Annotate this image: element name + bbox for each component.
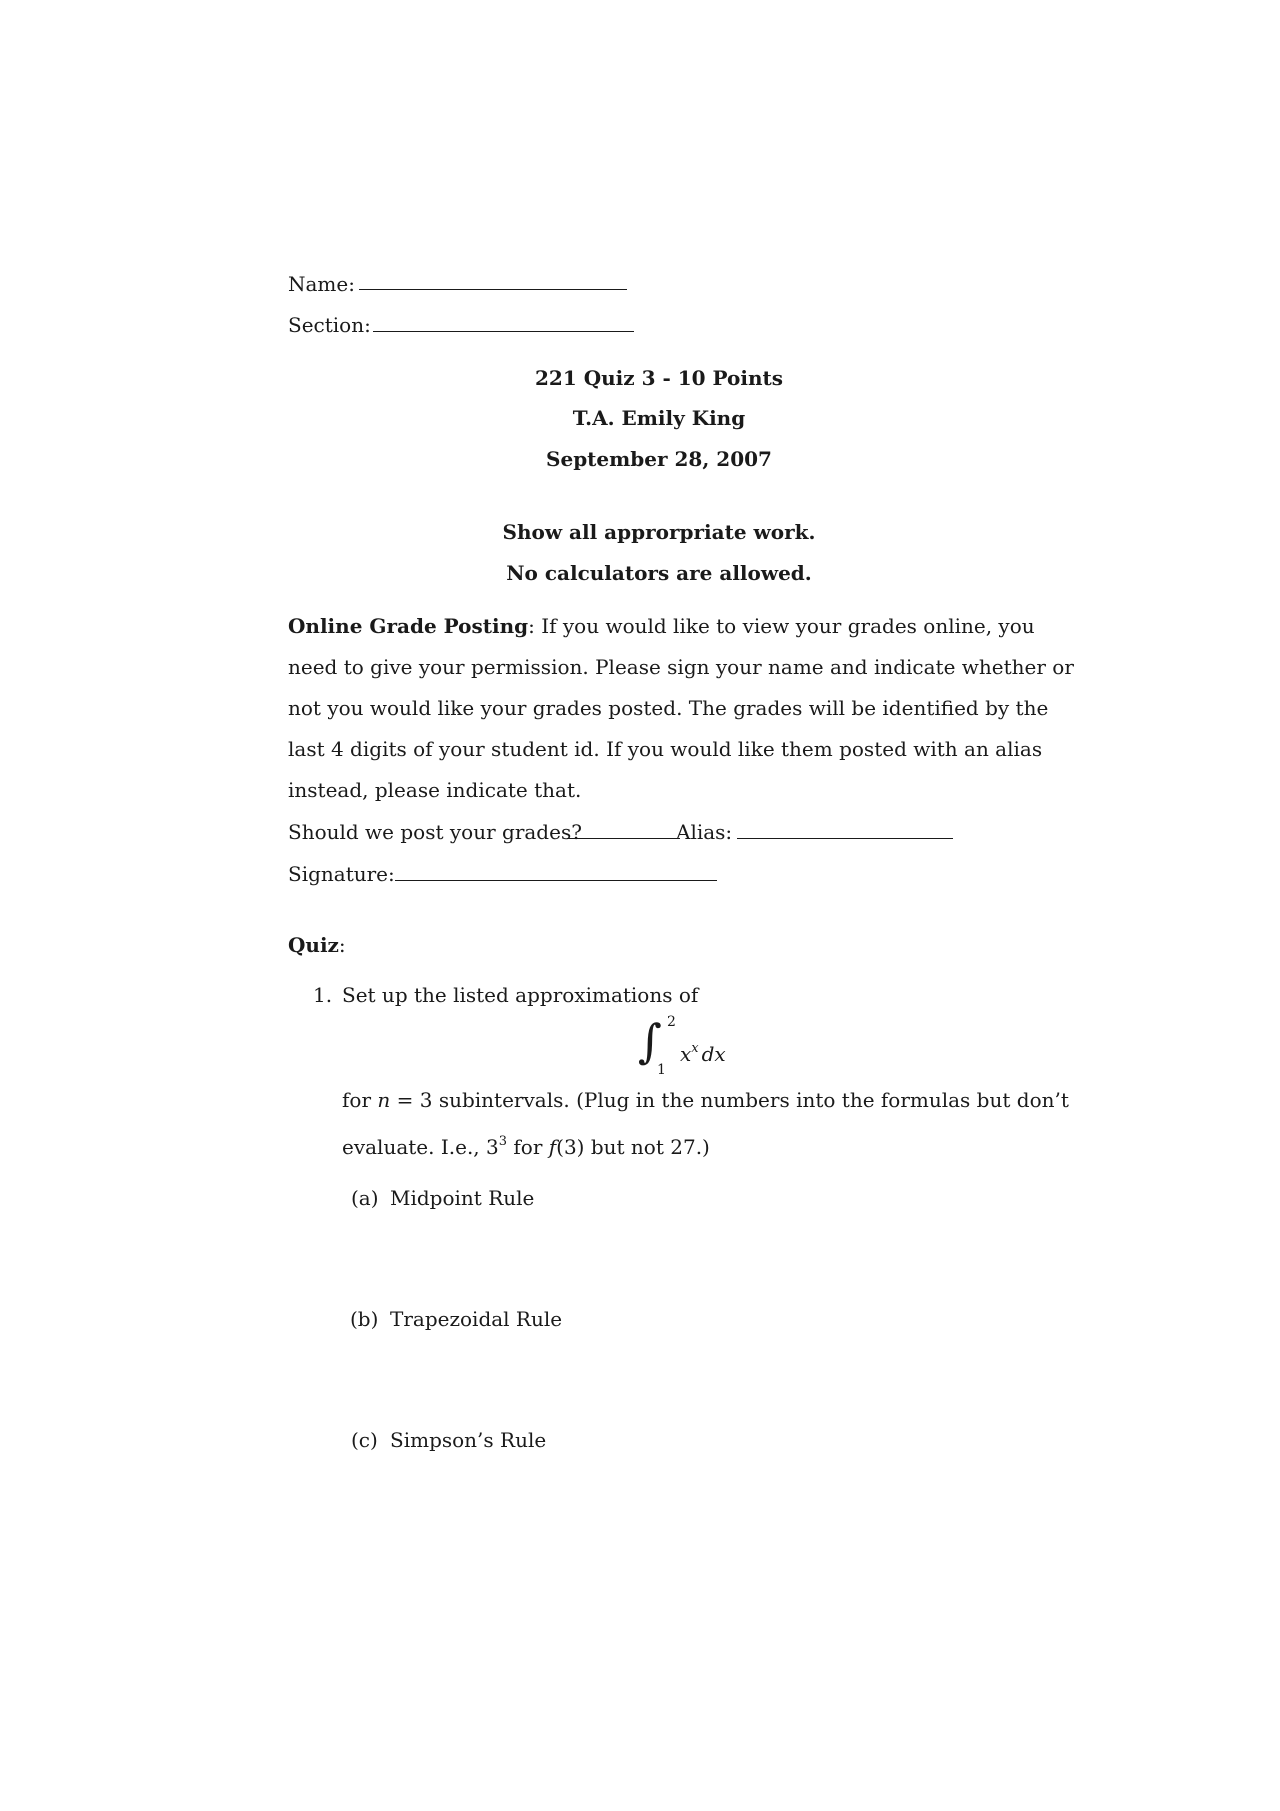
integral-lower-limit: 1: [657, 1062, 666, 1078]
question-number: 1.: [313, 983, 333, 1007]
integral-sign: ∫: [638, 1014, 662, 1068]
online-grade-paragraph: [288, 606, 1074, 811]
instruction-work: Show all approrpriate work.: [502, 520, 816, 544]
ta-name: T.A. Emily King: [572, 406, 746, 430]
integrand: $x^x$ dx: [680, 1041, 726, 1066]
alias-label: Alias:: [676, 820, 733, 844]
part-a-text: Midpoint Rule: [390, 1186, 535, 1210]
paragraph-line: not you would like your grades posted. The grades will be identified by the: [288, 696, 1049, 720]
integral-upper-limit: 2: [667, 1014, 676, 1030]
alias-blank[interactable]: [737, 838, 953, 839]
signature-blank[interactable]: [395, 880, 717, 881]
quiz-date: September 28, 2007: [546, 447, 772, 471]
part-a-label: (a): [351, 1186, 379, 1210]
paragraph-line: : If you would like to view your grades online, you: [528, 614, 1035, 638]
signature-label: Signature:: [288, 862, 395, 886]
question-instructions-line2: evaluate. I.e., $3^3$ for f(3) but not 27.): [342, 1134, 710, 1159]
quiz-heading: Quiz:: [288, 933, 346, 957]
paragraph-line: last 4 digits of your student id. If you would like them posted with an alias: [288, 737, 1043, 761]
question-text: Set up the listed approximations of: [342, 983, 699, 1007]
part-c-label: (c): [351, 1428, 378, 1452]
quiz-title: 221 Quiz 3 - 10 Points: [534, 366, 783, 390]
question-instructions-line1: for n = 3 subintervals. (Plug in the numbers into the formulas but don’t: [342, 1088, 1069, 1112]
post-grades-question: Should we post your grades?: [288, 820, 582, 844]
instruction-calculators: No calculators are allowed.: [506, 561, 812, 585]
part-b-text: Trapezoidal Rule: [390, 1307, 563, 1331]
online-grade-heading: Online Grade Posting: [288, 614, 529, 638]
name-blank[interactable]: [359, 289, 627, 290]
post-grades-blank[interactable]: [567, 838, 676, 839]
paragraph-line: need to give your permission. Please sign your name and indicate whether or: [288, 655, 1074, 679]
section-blank[interactable]: [373, 331, 634, 332]
section-label: Section:: [288, 313, 371, 337]
paragraph-line: instead, please indicate that.: [288, 778, 582, 802]
part-c-text: Simpson’s Rule: [390, 1428, 547, 1452]
name-label: Name:: [288, 272, 355, 296]
part-b-label: (b): [350, 1307, 379, 1331]
